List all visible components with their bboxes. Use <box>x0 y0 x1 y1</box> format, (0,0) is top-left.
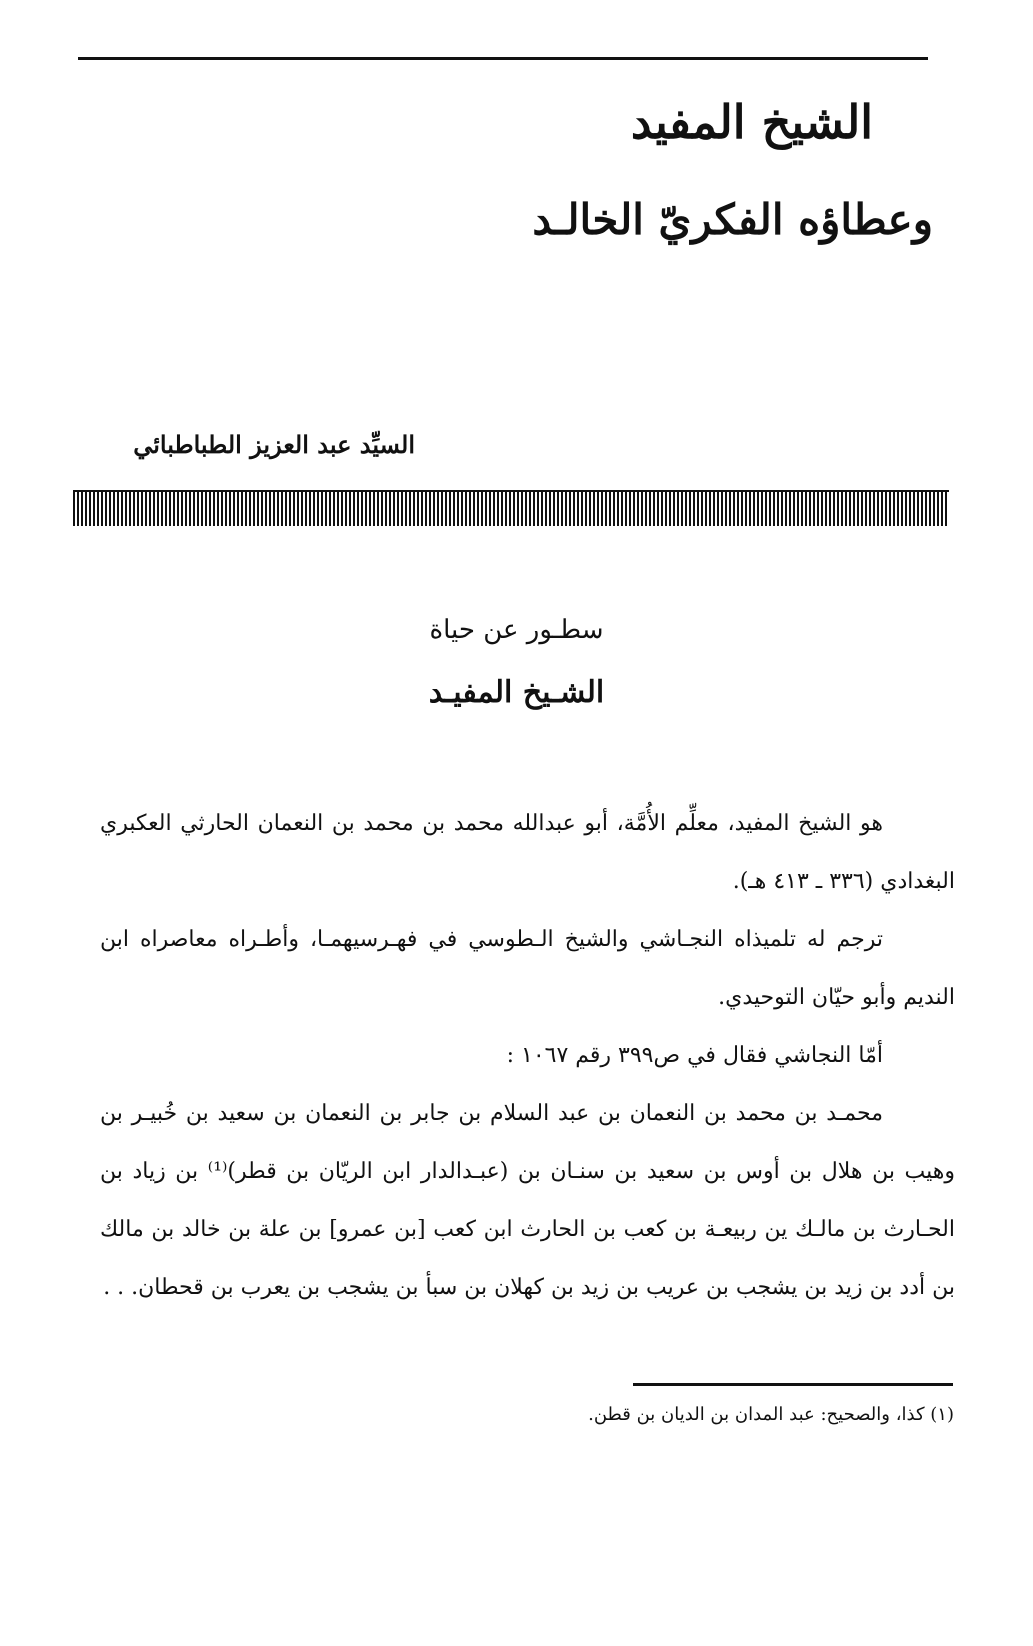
body-text <box>100 795 955 1317</box>
section-title-line1: سطـور عن حياة <box>429 615 604 645</box>
body-paragraph: ترجم له تلميذاه النجـاشي والشيخ الـطوسي في فهـرسيهمـا، وأطـراه معاصراه ابن النديم وأبو حيّان التوحيدي. <box>100 927 955 1010</box>
footnote: (١) كذا، والصحيح: عبد المدان بن الديان بن قطن. <box>588 1404 954 1425</box>
body-paragraph: محمـد بن محمد بن النعمان بن عبد السلام بن جابر بن النعمان بن سعيد بن خُبيـر بن وهيب بن هلال بن أوس بن سعيد بن سنـان بن (عبـدالدار ابن الريّان بن قطر)⁽¹⁾ بن زياد بن الحـارث بن مالـك ين ربيعـة بن كعب بن الحارث ابن كعب [بن عمرو] بن علة بن خالد بن مالك بن أدد بن زيد بن يشجب بن عريب بن زيد بن كهلان بن سبأ بن يشجب بن يعرب بن قحطان. . . <box>100 1101 955 1300</box>
footnote-rule <box>633 1383 953 1386</box>
body-paragraph: هو الشيخ المفيد، معلِّم الأُمَّة، أبو عبدالله محمد بن محمد بن النعمان الحارثي العكبري البغدادي (٣٣٦ ـ ٤١٣ هـ). <box>100 811 955 894</box>
page-title: الشيخ المفيد <box>630 95 873 149</box>
body-paragraph: أمّا النجاشي فقال في ص٣٩٩ رقم ١٠٦٧ : <box>506 1043 883 1068</box>
author-name: السيِّد عبد العزيز الطباطبائي <box>133 430 415 459</box>
decorative-bar <box>73 490 949 526</box>
section-title-line2: الشـيخ المفيـد <box>428 675 605 710</box>
top-rule <box>78 57 928 60</box>
page-subtitle: وعطاؤه الفكريّ الخالـد <box>532 195 933 244</box>
